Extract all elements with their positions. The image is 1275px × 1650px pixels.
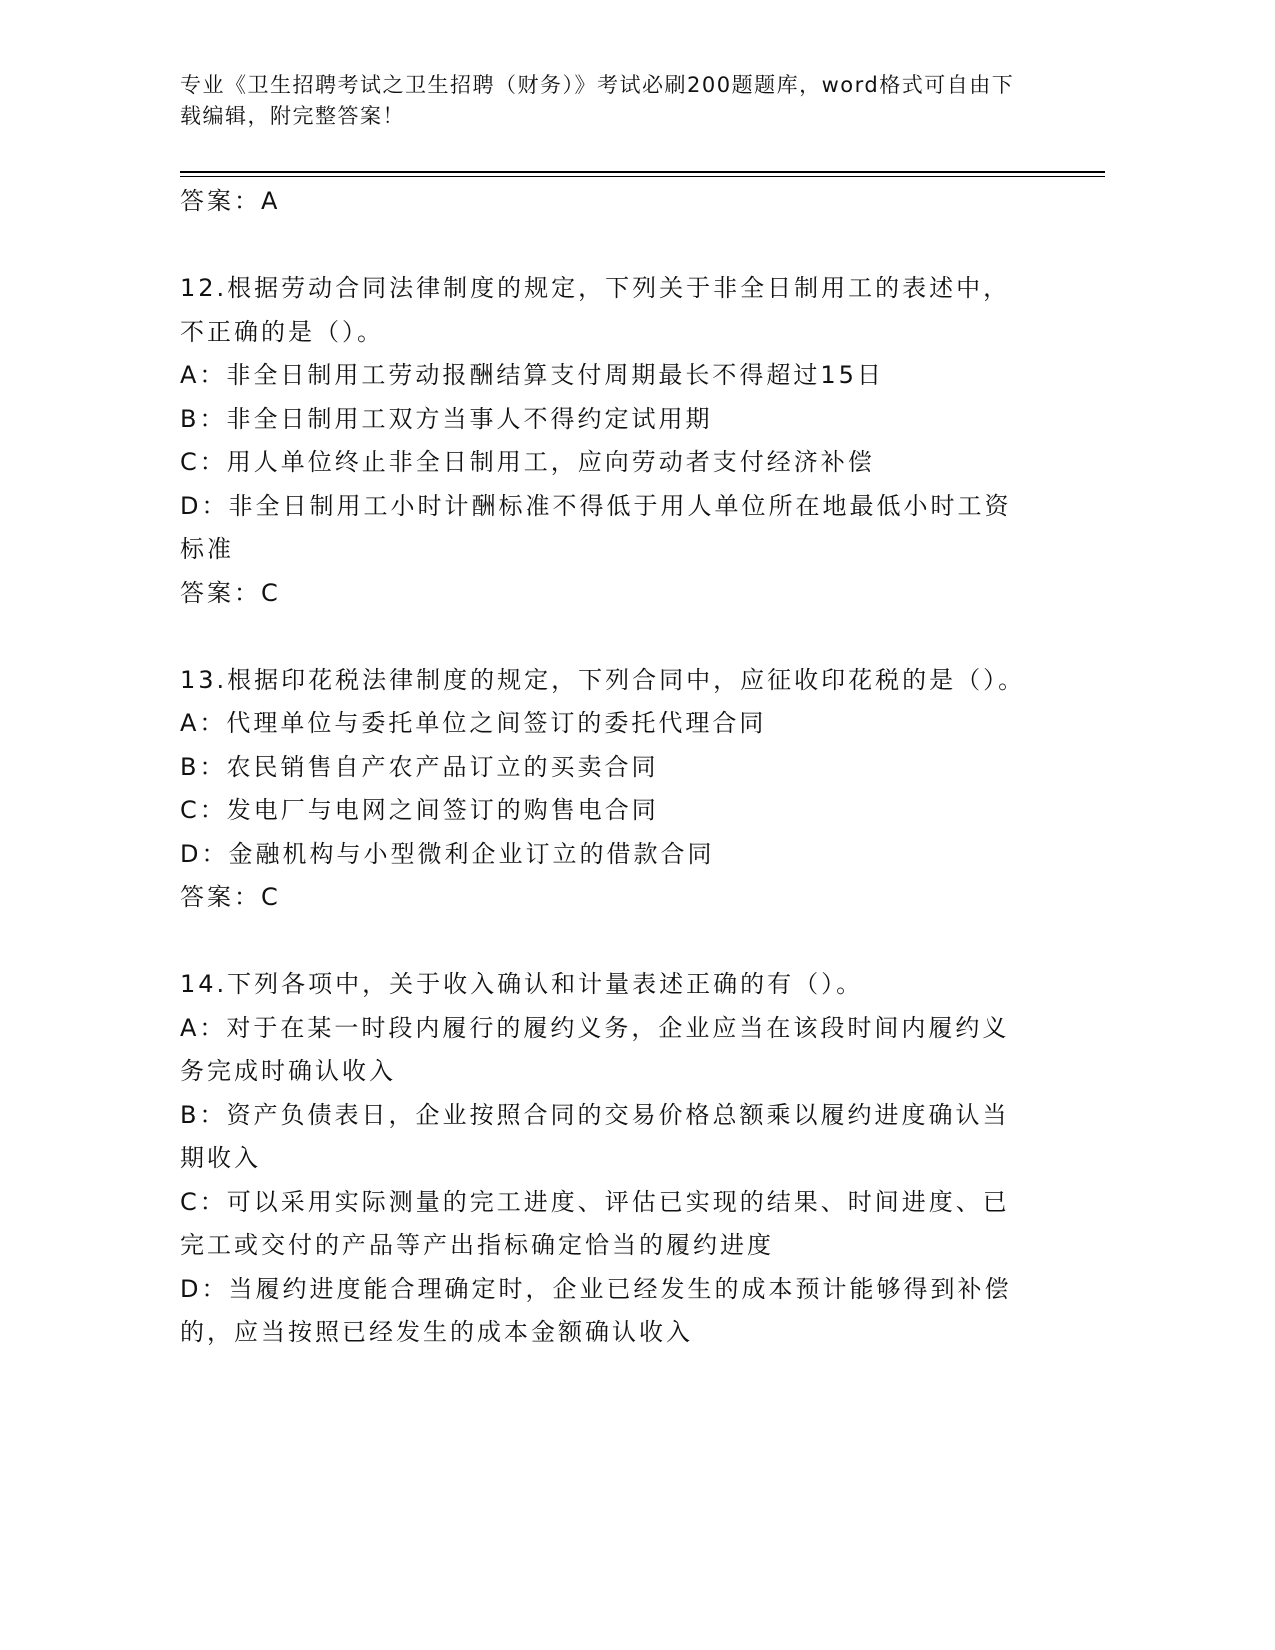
option-c: C：可以采用实际测量的完工进度、评估已实现的结果、时间进度、已完工或交付的产品等产出指标确定恰当的履约进度 <box>180 1187 1010 1259</box>
option-a: A：对于在某一时段内履行的履约义务，企业应当在该段时间内履约义务完成时确认收入 <box>180 1013 1010 1085</box>
question-13 <box>180 659 1030 920</box>
header-divider-thick <box>180 171 1105 173</box>
option-d: D：非全日制用工小时计酬标准不得低于用人单位所在地最低小时工资标准 <box>180 491 1012 563</box>
document-header: 专业《卫生招聘考试之卫生招聘（财务）》考试必刷200题题库，word格式可自由下载编辑，附完整答案！ <box>180 73 1015 128</box>
option-c: C：发电厂与电网之间签订的购售电合同 <box>180 796 659 824</box>
option-b: B：资产负债表日，企业按照合同的交易价格总额乘以履约进度确认当期收入 <box>180 1100 1010 1172</box>
question-12 <box>180 267 1030 615</box>
option-d: D：金融机构与小型微利企业订立的借款合同 <box>180 839 715 868</box>
answer-text: 答案：A <box>180 187 281 215</box>
question-stem: 13.根据印花税法律制度的规定，下列合同中，应征收印花税的是（）。 <box>180 665 1026 694</box>
question-stem: 14.下列各项中，关于收入确认和计量表述正确的有（）。 <box>180 970 864 998</box>
option-c: C：用人单位终止非全日制用工，应向劳动者支付经济补偿 <box>180 448 875 476</box>
question-14 <box>180 963 1030 1355</box>
option-a: A：非全日制用工劳动报酬结算支付周期最长不得超过15日 <box>180 361 884 389</box>
document-body <box>180 180 1030 1398</box>
option-d: D：当履约进度能合理确定时，企业已经发生的成本预计能够得到补偿的，应当按照已经发生的成本金额确认收入 <box>180 1274 1012 1346</box>
option-b: B：非全日制用工双方当事人不得约定试用期 <box>180 404 713 433</box>
answer-text: 答案：C <box>180 883 281 911</box>
question-stem: 12.根据劳动合同法律制度的规定，下列关于非全日制用工的表述中，不正确的是（）。 <box>180 274 1011 346</box>
header-divider-thin <box>180 176 1105 177</box>
option-b: B：农民销售自产农产品订立的买卖合同 <box>180 752 659 781</box>
option-a: A：代理单位与委托单位之间签订的委托代理合同 <box>180 709 767 737</box>
answer-text: 答案：C <box>180 578 281 607</box>
previous-answer-block <box>180 180 1030 224</box>
